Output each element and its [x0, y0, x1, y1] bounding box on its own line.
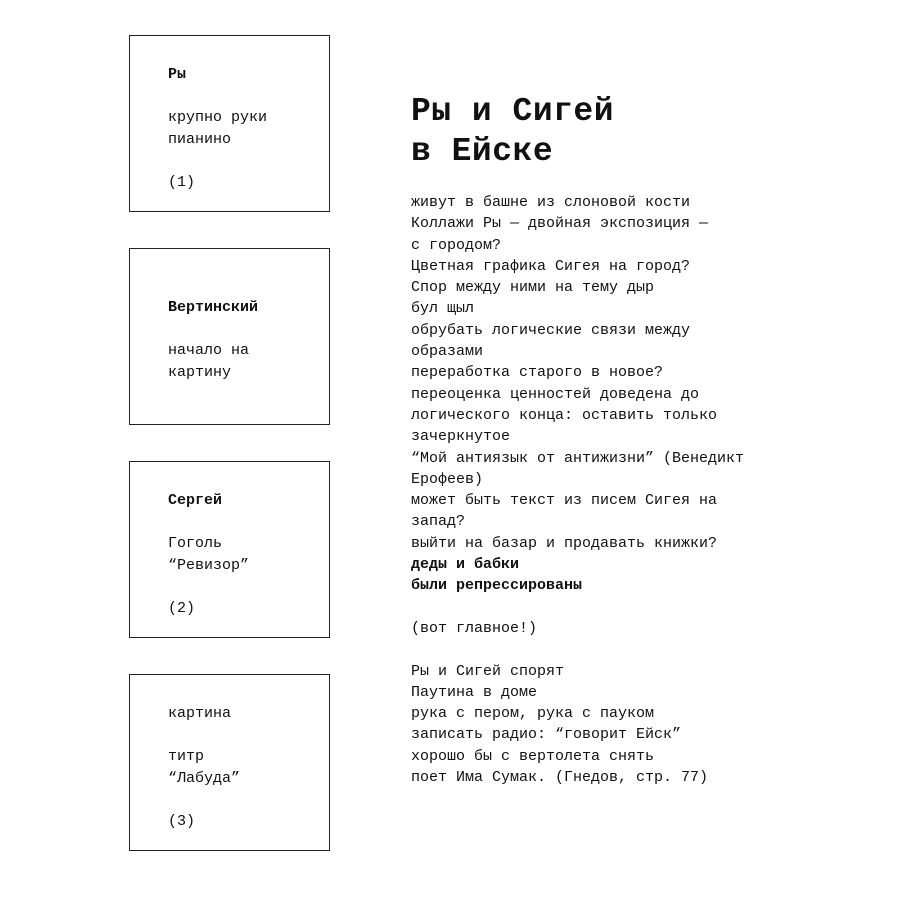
body-line: записать радио: “говорит Ейск” [411, 726, 682, 744]
card-line: Гоголь [168, 535, 223, 552]
body-line: Спор между ними на тему дыр [411, 279, 655, 297]
body-line [411, 639, 881, 660]
card-line [168, 150, 329, 172]
body-line: бул щыл [411, 300, 475, 318]
body-line: запад? [411, 513, 466, 531]
body-line: Цветная графика Сигея на город? [411, 257, 691, 275]
card-line [168, 319, 329, 341]
body-text [411, 192, 881, 788]
body-line: хорошо бы с вертолета снять [411, 747, 655, 765]
body-line: логического конца: оставить только [411, 406, 718, 424]
body-line: переоценка ценностей доведена до [411, 385, 700, 403]
body-line: выйти на базар и продавать книжки? [411, 534, 718, 552]
card-line: начало на [168, 342, 250, 359]
body-line: может быть текст из писем Сигея на [411, 492, 718, 510]
card-heading: Ры [168, 66, 187, 83]
card-line [168, 86, 329, 108]
body-line: (вот главное!) [411, 619, 538, 637]
card-number: (1) [168, 173, 196, 191]
body-line [411, 597, 881, 618]
body-line: зачеркнутое [411, 428, 511, 446]
card-line: картина [168, 705, 232, 722]
card-number: (3) [168, 812, 196, 830]
note-card-ry [129, 35, 330, 212]
body-line: рука с пером, рука с пауком [411, 705, 655, 723]
card-heading: Сергей [168, 492, 223, 509]
note-card-vertinsky [129, 248, 330, 425]
card-line [168, 512, 329, 534]
body-line: с городом? [411, 236, 502, 254]
note-card-sergey [129, 461, 330, 638]
card-line: “Лабуда” [168, 769, 241, 787]
body-line: поет Има Сумак. (Гнедов, стр. 77) [411, 769, 709, 787]
card-heading: Вертинский [168, 299, 259, 316]
body-line: живут в башне из слоновой кости [411, 194, 691, 211]
card-line [168, 576, 329, 598]
body-line: Коллажи Ры — двойная экспозиция — [411, 215, 709, 233]
title-line: Ры и Сигей [411, 93, 615, 130]
body-line: “Мой антиязык от антижизни” (Венедикт [411, 449, 745, 467]
body-line: Ерофеев) [411, 470, 484, 488]
body-line: Паутина в доме [411, 683, 538, 701]
card-line [168, 725, 329, 747]
card-line: титр [168, 748, 205, 765]
body-line: деды и бабки [411, 556, 520, 574]
body-line: обрубать логические связи между [411, 321, 691, 339]
card-line: “Ревизор” [168, 556, 250, 574]
card-line: крупно руки [168, 109, 268, 126]
card-line: пианино [168, 130, 232, 148]
card-number: (2) [168, 599, 196, 617]
body-line: переработка старого в новое? [411, 364, 664, 382]
body-line: образами [411, 343, 484, 361]
card-line: картину [168, 363, 232, 381]
card-line [168, 789, 329, 811]
body-line: Ры и Сигей спорят [411, 662, 565, 680]
title-line: в Ейске [411, 133, 554, 170]
page-title [411, 92, 614, 172]
body-line: были репрессированы [411, 577, 583, 595]
note-card-painting [129, 674, 330, 851]
